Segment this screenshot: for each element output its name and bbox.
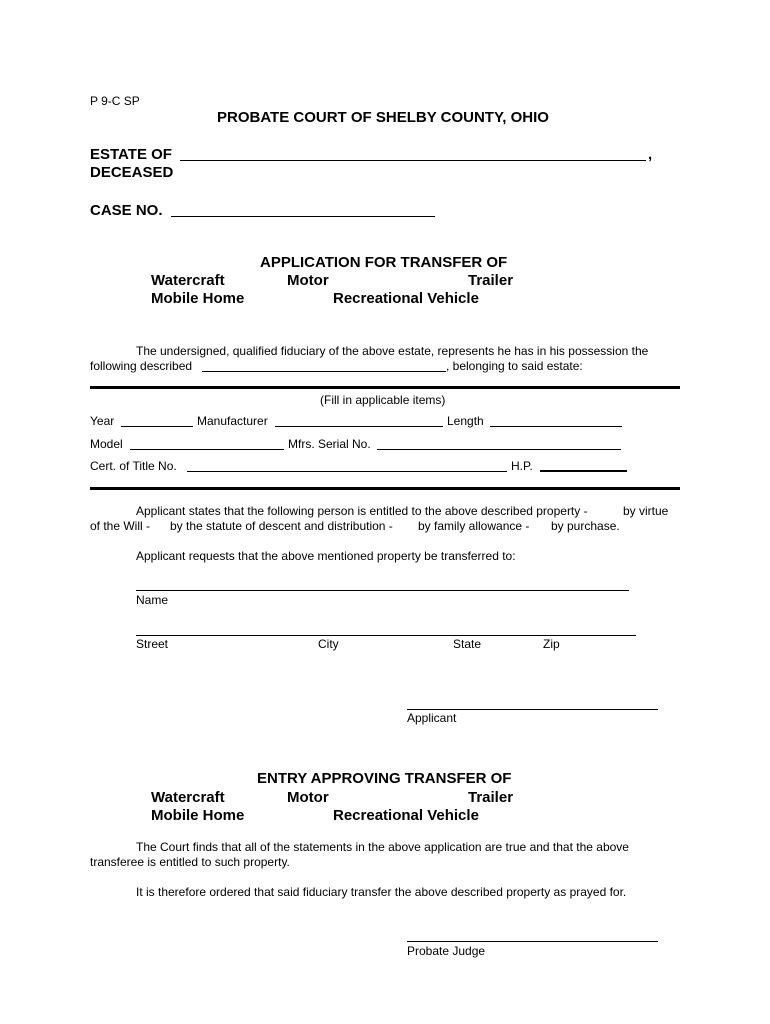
entry-type-watercraft: Watercraft xyxy=(151,789,225,806)
applicant-label: Applicant xyxy=(407,711,457,725)
serial-field[interactable] xyxy=(377,449,621,450)
hp-label: H.P. xyxy=(511,459,533,473)
judge-signature-field[interactable] xyxy=(407,941,658,942)
state-label: State xyxy=(453,637,482,651)
order-text: It is therefore ordered that said fiduciary transfer the above described property as prayed for. xyxy=(136,885,627,899)
estate-name-field[interactable] xyxy=(180,160,646,161)
estate-label: ESTATE OF xyxy=(90,146,172,163)
fill-note: (Fill in applicable items) xyxy=(320,393,446,407)
length-label: Length xyxy=(447,414,484,428)
entitled-line-1b: by virtue xyxy=(623,504,669,518)
finding-line-2: transferee is entitled to such property. xyxy=(90,855,290,869)
application-type-trailer: Trailer xyxy=(468,272,514,289)
entitled-descent: by the statute of descent and distribution - xyxy=(170,519,393,533)
application-type-motor: Motor xyxy=(287,272,329,289)
name-label: Name xyxy=(136,593,169,607)
deceased-label: DECEASED xyxy=(90,164,174,181)
intro-line-2b: , belonging to said estate: xyxy=(446,359,583,373)
model-field[interactable] xyxy=(130,449,284,450)
bottom-rule xyxy=(90,487,680,490)
case-label: CASE NO. xyxy=(90,202,163,219)
entry-type-motor: Motor xyxy=(287,789,329,806)
transfer-request: Applicant requests that the above mentioned property be transferred to: xyxy=(136,549,516,563)
model-label: Model xyxy=(90,437,123,451)
serial-label: Mfrs. Serial No. xyxy=(288,437,371,451)
top-rule xyxy=(90,386,680,389)
city-label: City xyxy=(318,637,339,651)
manufacturer-field[interactable] xyxy=(275,426,443,427)
finding-line-1: The Court finds that all of the statements in the above application are true and that the above xyxy=(136,840,629,854)
year-field[interactable] xyxy=(121,426,193,427)
applicant-signature-field[interactable] xyxy=(407,709,658,710)
entry-type-mobile-home: Mobile Home xyxy=(151,807,245,824)
entry-type-trailer: Trailer xyxy=(468,789,514,806)
manufacturer-label: Manufacturer xyxy=(197,414,268,428)
case-number-field[interactable] xyxy=(171,216,435,217)
title-no-label: Cert. of Title No. xyxy=(90,459,177,473)
length-field[interactable] xyxy=(490,426,622,427)
zip-label: Zip xyxy=(543,637,560,651)
form-code: P 9-C SP xyxy=(90,94,140,108)
hp-field[interactable] xyxy=(540,470,627,472)
year-label: Year xyxy=(90,414,115,428)
probate-judge-label: Probate Judge xyxy=(407,944,486,958)
transferee-address-field[interactable] xyxy=(136,635,636,636)
transferee-name-field[interactable] xyxy=(136,590,629,591)
title-no-field[interactable] xyxy=(187,471,507,472)
entitled-line-1a: Applicant states that the following person is entitled to the above described property - xyxy=(136,504,588,518)
application-type-watercraft: Watercraft xyxy=(151,272,225,289)
street-label: Street xyxy=(136,637,169,651)
intro-line-1: The undersigned, qualified fiduciary of the above estate, represents he has in his possession the xyxy=(136,344,649,358)
application-type-rv: Recreational Vehicle xyxy=(333,290,479,307)
application-title: APPLICATION FOR TRANSFER OF xyxy=(260,254,508,271)
intro-line-2a: following described xyxy=(90,359,193,373)
court-title: PROBATE COURT OF SHELBY COUNTY, OHIO xyxy=(217,109,549,126)
estate-comma: , xyxy=(648,146,653,163)
application-type-mobile-home: Mobile Home xyxy=(151,290,245,307)
entitled-purchase: by purchase. xyxy=(551,519,620,533)
entitled-will: of the Will - xyxy=(90,519,151,533)
entry-title: ENTRY APPROVING TRANSFER OF xyxy=(257,770,512,787)
entitled-family: by family allowance - xyxy=(418,519,530,533)
property-description-field[interactable] xyxy=(202,371,446,372)
entry-type-rv: Recreational Vehicle xyxy=(333,807,479,824)
